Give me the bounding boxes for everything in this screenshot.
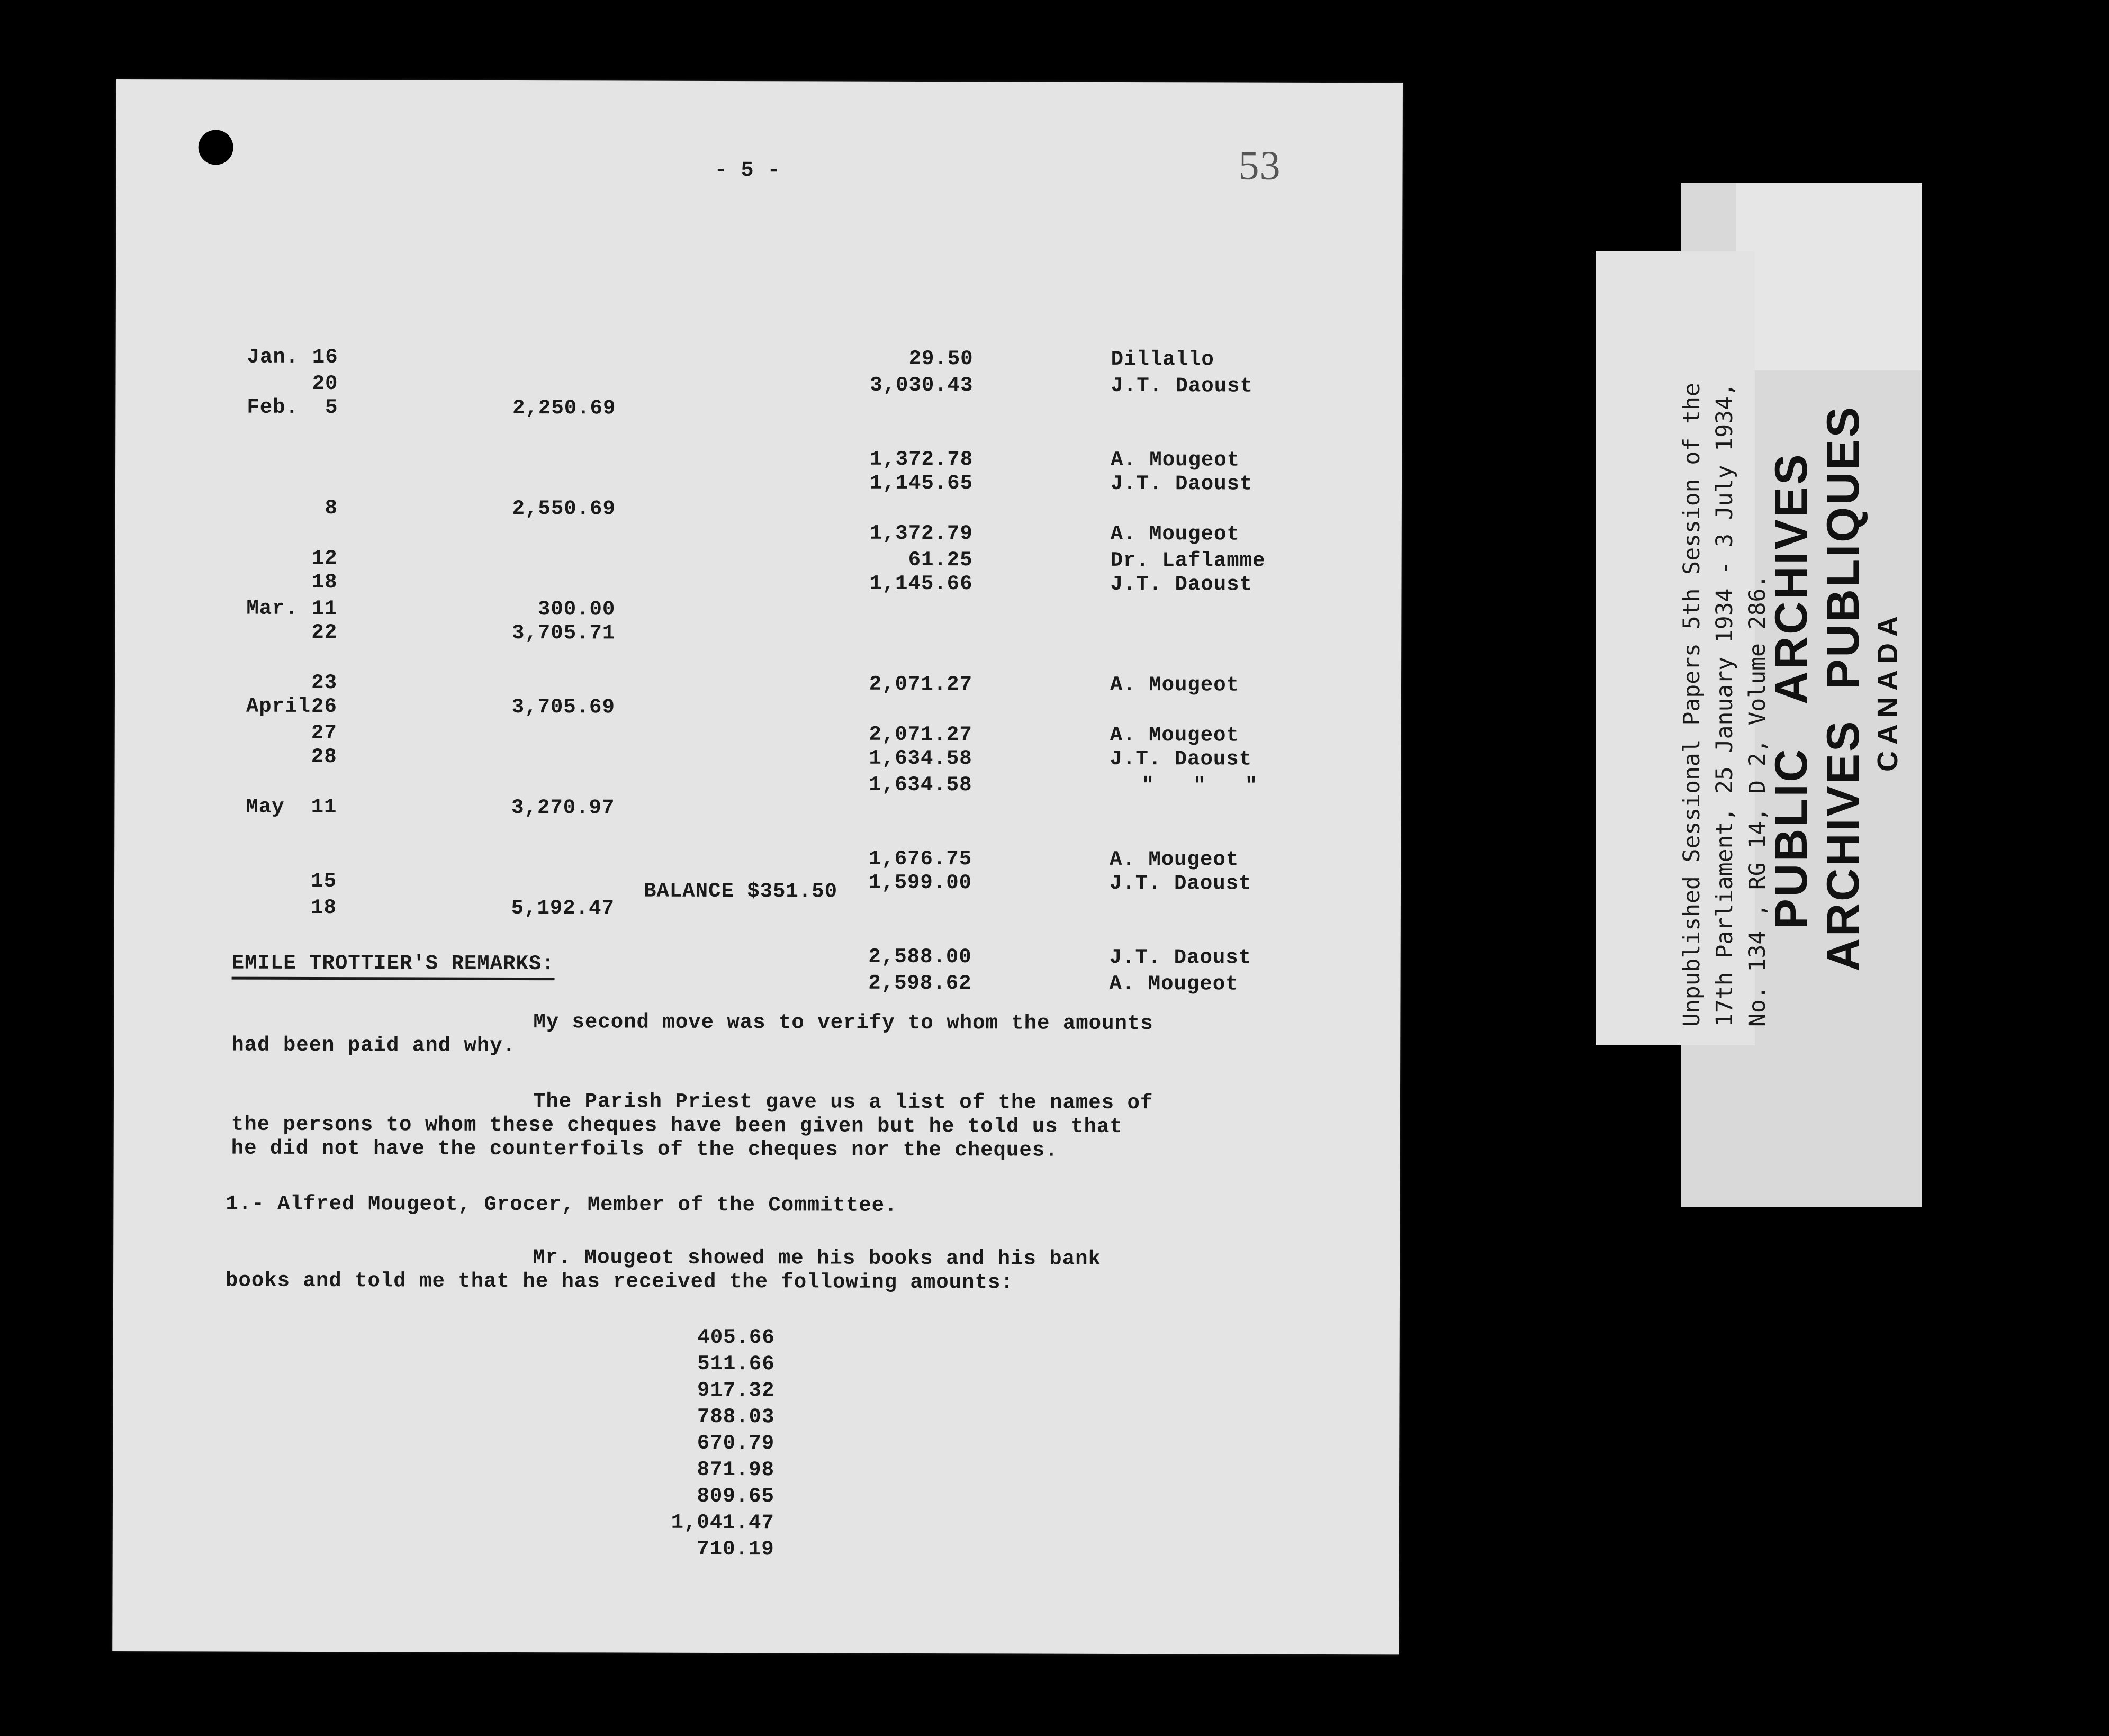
folio-number: 53 [1238, 142, 1281, 188]
page-number: - 5 - [714, 158, 781, 183]
remarks-paragraph-3-line-1: Mr. Mougeot showed me his books and his bank [533, 1246, 1102, 1271]
ledger-month: April [246, 694, 311, 718]
ledger-amount: 1,676.75 [868, 847, 972, 871]
ledger-deposit [452, 472, 616, 473]
ledger-deposit [452, 448, 616, 449]
archives-stamp [1765, 405, 1906, 971]
ledger-deposit: 5,192.47 [511, 896, 615, 920]
ledger-amount: 1,634.58 [869, 746, 972, 771]
remarks-paragraph-2-line-3: he did not have the counterfoils of the cheques nor the cheques. [231, 1136, 1058, 1162]
balance-line: BALANCE $351.50 [643, 879, 838, 903]
ledger-amount: 1,634.58 [869, 773, 972, 797]
remarks-paragraph-2-line-2: the persons to whom these cheques have been given but he told us that [231, 1113, 1123, 1138]
ledger-day: 28 [311, 745, 337, 769]
remarks-paragraph-1-line-2: had been paid and why. [231, 1033, 516, 1057]
received-amount: 1,041.47 [671, 1511, 774, 1535]
ledger-payee: J.T. Daoust [1110, 472, 1253, 496]
ledger-month: Jan. [247, 345, 299, 369]
ledger-deposit: 300.00 [537, 598, 616, 621]
remarks-heading [232, 953, 555, 975]
ledger-deposit: 3,270.97 [511, 795, 615, 820]
ledger-month: Mar. [246, 596, 299, 620]
ledger-day: 5 [325, 396, 338, 420]
ledger-day: 12 [311, 546, 338, 571]
ledger-amount [813, 798, 972, 799]
ledger-payee: J.T. Daoust [1110, 747, 1252, 771]
ledger-day: 15 [311, 869, 337, 893]
ledger-day: 23 [311, 671, 338, 695]
ledger-amount [814, 499, 973, 500]
received-amount: 788.03 [697, 1405, 775, 1429]
remarks-paragraph-3-line-2: books and told me that he has received the following amounts: [226, 1269, 1014, 1295]
ledger-payee: " " " [1141, 774, 1258, 798]
ledger-payee: A. Mougeot [1110, 723, 1239, 747]
ledger-deposit: 2,250.69 [512, 396, 616, 420]
ledger-deposit: 3,705.69 [511, 695, 615, 719]
ledger-day: 16 [312, 345, 338, 369]
archive-reference-text [1675, 383, 1774, 1027]
stamp-line-2: ARCHIVES PUBLIQUES [1818, 405, 1869, 971]
ledger-amount: 3,030.43 [870, 373, 974, 397]
ledger-month: Feb. [247, 395, 299, 419]
ledger-amount: 1,372.79 [869, 521, 973, 546]
punch-hole [199, 130, 233, 165]
ledger-day: 8 [325, 496, 338, 520]
ledger-deposit [451, 747, 615, 748]
document-page [112, 79, 1403, 1654]
archive-reference-line-1: Unpublished Sessional Papers 5th Session of the [1679, 383, 1705, 1027]
ledger-payee: A. Mougeot [1110, 522, 1240, 546]
received-amount: 670.79 [697, 1431, 775, 1455]
ledger-payee: A. Mougeot [1111, 448, 1240, 472]
ledger-payee: Dr. Laflamme [1110, 548, 1266, 573]
ledger-amount: 2,598.62 [868, 971, 972, 996]
stamp-line-3: CANADA [1872, 610, 1904, 772]
ledger-day: 26 [311, 694, 337, 719]
ledger-amount: 1,145.65 [869, 471, 974, 495]
ledger-payee: A. Mougeot [1110, 673, 1240, 697]
ledger-day: 11 [311, 795, 337, 819]
remarks-heading-text: EMILE TROTTIER'S REMARKS: [232, 952, 555, 981]
ledger-day: 11 [311, 596, 338, 621]
ledger-amount: 2,071.27 [869, 672, 973, 697]
ledger-payee: Dillallo [1111, 347, 1214, 372]
ledger-deposit [452, 374, 616, 375]
ledger-amount: 2,071.27 [869, 722, 972, 747]
archive-reference-line-3: No. 134 , RG 14, D 2, Volume 286. [1744, 574, 1771, 1027]
ledger-day: 22 [311, 620, 338, 645]
received-amount: 710.19 [697, 1537, 774, 1561]
ledger-amount: 61.25 [908, 548, 973, 572]
ledger-amount: 29.50 [908, 347, 974, 371]
ledger-day: 27 [311, 721, 337, 745]
archive-reference-line-2: 17th Parliament, 25 January 1934 - 3 July 1934, [1711, 383, 1738, 1027]
remarks-paragraph-1-line-1: My second move was to verify to whom the amounts [533, 1010, 1153, 1036]
ledger-payee: J.T. Daoust [1109, 945, 1252, 970]
ledger-deposit: 2,550.69 [512, 496, 616, 521]
received-amount: 405.66 [697, 1325, 775, 1350]
archive-label-card-top [1736, 183, 1922, 370]
ledger-payee: A. Mougeot [1109, 972, 1239, 996]
ledger-deposit [451, 673, 615, 674]
ledger-amount: 2,588.00 [868, 945, 972, 969]
ledger-day: 18 [311, 896, 337, 920]
received-amount: 809.65 [697, 1484, 775, 1508]
ledger-payee: J.T. Daoust [1111, 374, 1254, 398]
ledger-amount: 1,599.00 [868, 871, 972, 895]
ledger-month: May [246, 795, 285, 819]
ledger-payee: J.T. Daoust [1110, 572, 1253, 596]
ledger-amount: 1,145.66 [869, 572, 973, 596]
remarks-item-1: 1.- Alfred Mougeot, Grocer, Member of the Committee. [226, 1192, 898, 1217]
ledger-payee: J.T. Daoust [1109, 871, 1252, 896]
ledger-amount: 1,372.78 [869, 447, 974, 472]
ledger-amount [814, 623, 972, 624]
received-amount: 917.32 [697, 1378, 775, 1403]
ledger-payee: A. Mougeot [1110, 847, 1239, 872]
ledger-day: 20 [312, 372, 338, 396]
remarks-paragraph-2-line-1: The Parish Priest gave us a list of the names of [533, 1090, 1153, 1115]
ledger-deposit: 3,705.71 [511, 621, 616, 645]
stamp-line-1: PUBLIC ARCHIVES [1766, 452, 1817, 929]
ledger-deposit [452, 522, 616, 523]
received-amount: 871.98 [697, 1458, 775, 1482]
ledger-day: 18 [311, 570, 338, 594]
received-amount: 511.66 [697, 1352, 775, 1376]
